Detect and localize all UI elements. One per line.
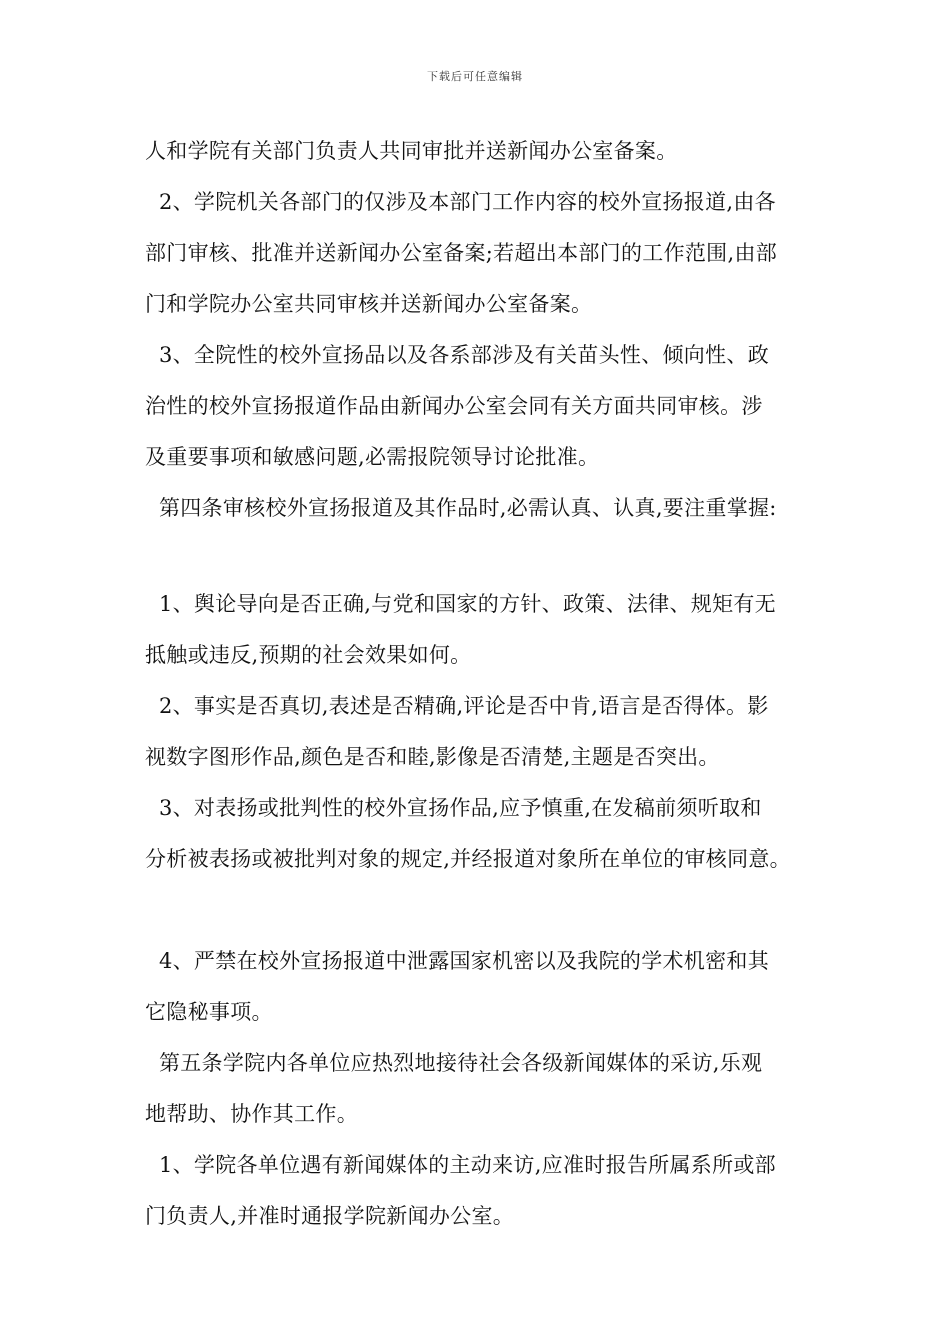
- text-line: 门和学院办公室共同审核并送新闻办公室备案。: [145, 292, 593, 316]
- text-line: 1、学院各单位遇有新闻媒体的主动来访,应准时报告所属系所或部: [145, 1153, 776, 1177]
- text-line: 它隐秘事项。: [145, 1000, 273, 1024]
- text-line: 治性的校外宣扬报道作品由新闻办公室会同有关方面共同审核。涉: [145, 394, 763, 418]
- page-header-note: 下载后可任意编辑: [427, 70, 523, 83]
- text-line: 门负责人,并准时通报学院新闻办公室。: [145, 1204, 515, 1228]
- text-line: 2、事实是否真切,表述是否精确,评论是否中肯,语言是否得体。影: [145, 694, 769, 718]
- text-line: 人和学院有关部门负责人共同审批并送新闻办公室备案。: [145, 139, 678, 163]
- text-line: 4、严禁在校外宣扬报道中泄露国家机密以及我院的学术机密和其: [145, 949, 770, 973]
- text-line: 第五条学院内各单位应热烈地接待社会各级新闻媒体的采访,乐观: [145, 1051, 763, 1075]
- paragraph-gap: [145, 885, 825, 936]
- text-line: 第四条审核校外宣扬报道及其作品时,必需认真、认真,要注重掌握:: [145, 496, 777, 520]
- text-line: 抵触或违反,预期的社会效果如何。: [145, 643, 472, 667]
- text-line: 地帮助、协作其工作。: [145, 1102, 358, 1126]
- paragraph-gap: [145, 534, 825, 579]
- text-line: 及重要事项和敏感问题,必需报院领导讨论批准。: [145, 445, 600, 469]
- document-body: [145, 126, 825, 1242]
- text-line: 部门审核、批准并送新闻办公室备案;若超出本部门的工作范围,由部: [145, 241, 778, 265]
- text-line: 2、学院机关各部门的仅涉及本部门工作内容的校外宣扬报道,由各: [145, 190, 776, 214]
- text-line: 3、对表扬或批判性的校外宣扬作品,应予慎重,在发稿前须听取和: [145, 796, 762, 820]
- text-line: 分析被表扬或被批判对象的规定,并经报道对象所在单位的审核同意。: [145, 847, 791, 871]
- text-line: 视数字图形作品,颜色是否和睦,影像是否清楚,主题是否突出。: [145, 745, 720, 769]
- text-line: 1、舆论导向是否正确,与党和国家的方针、政策、法律、规矩有无: [145, 592, 776, 616]
- text-line: 3、全院性的校外宣扬品以及各系部涉及有关苗头性、倾向性、政: [145, 343, 770, 367]
